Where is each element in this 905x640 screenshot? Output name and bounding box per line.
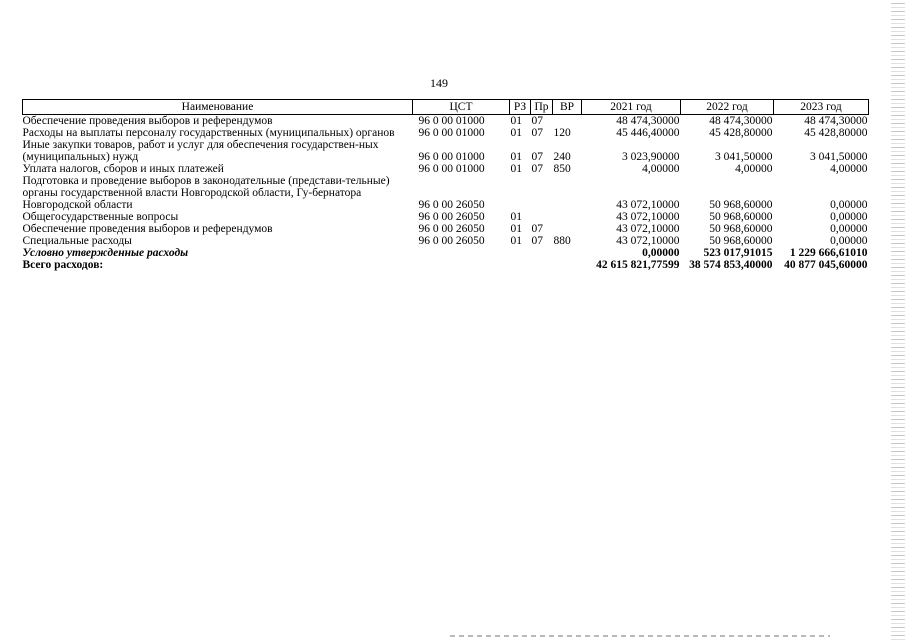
cell-vr [553,175,582,211]
header-2023: 2023 год [774,100,869,115]
cell-name: Условно утвержденные расходы [22,247,189,259]
cell-2023: 3 041,50000 [810,151,868,163]
page-number: 149 [430,76,448,90]
cell-2022: 50 968,60000 [709,235,773,247]
table-header-row [23,100,869,115]
cell-vr [553,211,582,223]
cell-2021: 43 072,10000 [616,199,680,211]
cell-vr: 240 [553,151,571,163]
cell-cst: 96 0 00 26050 [418,199,485,211]
cell-vr: 120 [553,127,571,139]
cell-rz: 01 [510,235,522,247]
cell-rz: 01 [510,163,522,175]
header-2022: 2022 год [681,100,774,115]
cell-name: Всего расходов: [22,259,104,271]
cell-cst: 96 0 00 26050 [418,223,485,235]
cell-name: Общегосударственные вопросы [22,211,179,223]
cell-2021: 4,00000 [642,163,680,175]
cell-2023: 0,00000 [830,211,868,223]
table-row [23,175,869,211]
cell-2022: 523 017,91015 [703,247,773,259]
cell-cst: 96 0 00 01000 [418,127,485,139]
cell-2022: 3 041,50000 [715,151,773,163]
table-row [23,259,869,271]
cell-pr: 07 [531,115,543,127]
cell-2021: 45 446,40000 [616,127,680,139]
cell-2023: 0,00000 [830,223,868,235]
cell-cst [413,247,510,259]
cell-rz: 01 [510,211,522,223]
cell-rz [510,175,531,211]
cell-pr: 07 [531,127,543,139]
header-cst: ЦСТ [413,100,510,115]
cell-cst: 96 0 00 01000 [418,115,485,127]
cell-2022: 48 474,30000 [709,115,773,127]
header-name: Наименование [23,100,413,115]
cell-rz: 01 [510,223,522,235]
cell-2021: 43 072,10000 [616,211,680,223]
table-row [23,115,869,128]
table-body [23,115,869,272]
cell-cst [413,259,510,271]
cell-vr [553,115,582,128]
table-row [23,127,869,139]
table-row [23,139,869,163]
scan-edge-bottom [450,635,830,637]
cell-name: Расходы на выплаты персоналу государственных (муниципальных) органов [22,127,395,139]
cell-name: Обеспечение проведения выборов и референдумов [22,115,273,127]
cell-2021: 42 615 821,77599 [596,259,680,271]
cell-2023: 48 474,30000 [804,115,868,127]
cell-pr [531,247,553,259]
cell-vr [553,223,582,235]
cell-cst: 96 0 00 26050 [418,235,485,247]
table-row [23,235,869,247]
cell-vr [553,259,582,271]
cell-vr [553,247,582,259]
cell-2023: 45 428,80000 [804,127,868,139]
cell-2022: 45 428,80000 [709,127,773,139]
cell-2022: 4,00000 [735,163,773,175]
header-2021: 2021 год [582,100,681,115]
budget-table [22,99,869,271]
cell-name: Уплата налогов, сборов и иных платежей [22,163,224,175]
cell-2023: 4,00000 [830,163,868,175]
header-vr: ВР [553,100,582,115]
table-row [23,223,869,235]
cell-rz: 01 [510,115,522,127]
cell-pr [531,175,553,211]
cell-name: Специальные расходы [22,235,132,247]
table-row [23,163,869,175]
cell-rz: 01 [510,127,522,139]
table-row [23,247,869,259]
cell-pr: 07 [531,235,543,247]
cell-2022: 50 968,60000 [709,211,773,223]
cell-name: Иные закупки товаров, работ и услуг для обеспечения государствен-ных (муниципальных) нужд [22,139,379,163]
cell-2023: 1 229 666,61010 [789,247,868,259]
cell-2022: 38 574 853,40000 [689,259,773,271]
scan-edge-right [891,0,905,640]
cell-2022: 50 968,60000 [709,223,773,235]
cell-rz [510,247,531,259]
cell-name: Обеспечение проведения выборов и референдумов [22,223,273,235]
cell-2023: 0,00000 [830,199,868,211]
cell-cst: 96 0 00 01000 [418,163,485,175]
cell-2021: 43 072,10000 [616,223,680,235]
cell-rz: 01 [510,151,522,163]
cell-rz [510,259,531,271]
cell-cst: 96 0 00 01000 [418,151,485,163]
cell-name: Подготовка и проведение выборов в законодательные (представи-тельные) органы государственной власти Новгородской области, Гу-бернатора Новгородской области [22,175,390,211]
header-rz: РЗ [510,100,531,115]
cell-2023: 0,00000 [830,235,868,247]
cell-pr: 07 [531,223,543,235]
cell-2021: 48 474,30000 [616,115,680,127]
cell-pr: 07 [531,151,543,163]
cell-2023: 40 877 045,60000 [784,259,868,271]
cell-2021: 3 023,90000 [622,151,680,163]
header-pr: Пр [531,100,553,115]
cell-2021: 0,00000 [642,247,680,259]
cell-pr [531,259,553,271]
cell-vr: 850 [553,163,571,175]
cell-2022: 50 968,60000 [709,199,773,211]
table-row [23,211,869,223]
cell-vr: 880 [553,235,571,247]
cell-2021: 43 072,10000 [616,235,680,247]
cell-pr: 07 [531,163,543,175]
cell-cst: 96 0 00 26050 [418,211,485,223]
cell-pr [531,211,553,223]
